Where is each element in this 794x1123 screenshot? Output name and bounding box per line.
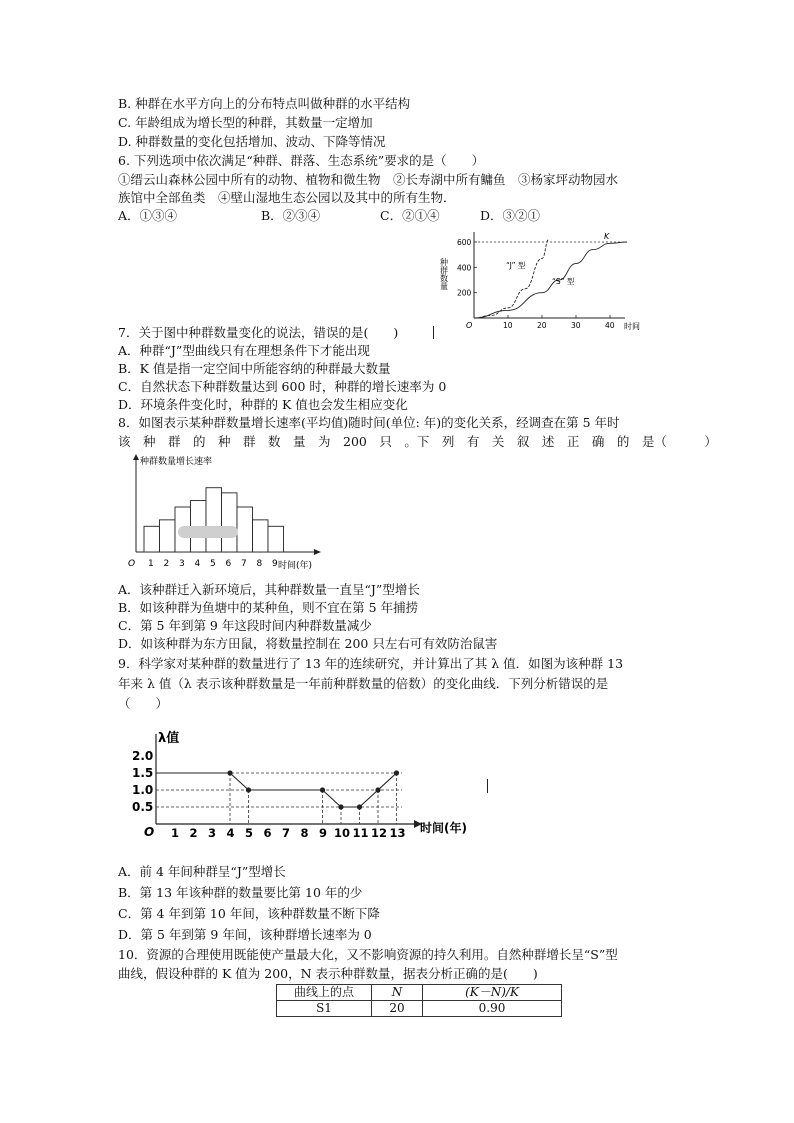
chart3-ylabel: λ值: [158, 731, 180, 746]
chart2-xtick-label: 6: [225, 559, 232, 569]
q8-stem-2: 该 种 群 的 种 群 数 量 为 200 只 。下 列 有 关 叙 述 正 确 的 是（ ）: [118, 434, 717, 449]
chart3-xtick-label: 12: [371, 826, 388, 840]
text-line-b: B. 种群在水平方向上的分布特点叫做种群的水平结构: [118, 96, 411, 111]
q10-stem-1: 10．资源的合理使用既能使产量最大化，又不影响资源的持久利用。自然种群增长呈“S”型: [118, 947, 618, 962]
chart1-ylabel: 种群数量: [440, 258, 449, 290]
table-header-cell: (K－N)/K: [423, 985, 562, 1001]
chart3-xtick-label: 1: [171, 826, 180, 840]
q7-option-d: D．环境条件变化时，种群的 K 值也会发生相应变化: [118, 397, 408, 412]
q6-option-d: D．③②①: [480, 208, 541, 223]
chart2-xtick-label: 4: [194, 559, 201, 569]
chart2-xtick-label: 7: [241, 559, 247, 569]
chart2-origin: O: [128, 559, 136, 569]
lambda-line-chart: [128, 728, 478, 840]
chart3-point: [375, 787, 380, 792]
table-header-row: [277, 985, 562, 1001]
j-curve-label: “J” 型: [506, 261, 526, 270]
chart3-ytick-label: 1.0: [132, 783, 154, 797]
chart2-bar: [160, 520, 176, 552]
chart3-xtick-label: 11: [352, 826, 369, 840]
table-cell: 0.90: [423, 1001, 562, 1017]
chart2-xtick-label: 2: [163, 559, 170, 569]
chart2-ylabel: 种群数量增长速率: [140, 457, 213, 467]
chart3-xlabel: 时间(年): [420, 821, 467, 835]
k-label: K: [604, 232, 610, 241]
chart3-xtick-label: 4: [226, 826, 235, 840]
chart2-xtick-label: 9: [272, 559, 278, 569]
blurred-smudge: [178, 526, 238, 538]
chart3-xtick-label: 7: [282, 826, 291, 840]
chart2-bar: [144, 526, 160, 552]
chart2-xtick-label: 8: [256, 559, 263, 569]
chart3-xtick-label: 13: [389, 826, 406, 840]
chart1-xtick-label: 30: [571, 321, 581, 330]
s-curve: [474, 242, 627, 318]
chart3-xtick-label: 8: [300, 826, 309, 840]
chart2-bar: [237, 507, 253, 552]
q9-option-c: C．第 4 年到第 10 年间，该种群数量不断下降: [118, 906, 380, 921]
chart1-ytick-label: 400: [457, 263, 472, 273]
q8-option-a: A．该种群迁入新环境后，其种群数量一直呈“J”型增长: [118, 582, 420, 597]
chart1-xtick-label: 40: [605, 321, 615, 330]
chart2-xtick-label: 1: [148, 559, 154, 569]
table-header-cell: N: [372, 985, 423, 1001]
q10-stem-2: 曲线，假设种群的 K 值为 200，N 表示种群数量，据表分析正确的是( ): [118, 966, 538, 981]
growth-rate-bar-chart: [118, 452, 338, 574]
q9-stem-1: 9．科学家对某种群的数量进行了 13 年的连续研究，并计算出了其 λ 值．如图为该种群 13: [118, 656, 624, 671]
table-cell: 20: [372, 1001, 423, 1017]
chart3-xtick-label: 3: [208, 826, 217, 840]
chart3-point: [338, 804, 343, 809]
population-curve-chart: [440, 228, 650, 336]
chart3-point: [227, 770, 232, 775]
q6-items-1: ①缙云山森林公园中所有的动物、植物和微生物 ②长寿湖中所有鳙鱼 ③杨家坪动物园水: [118, 172, 619, 187]
chart3-xtick-label: 9: [319, 826, 328, 840]
chart1-xlabel: 时间: [624, 322, 640, 331]
chart2-bar: [253, 520, 269, 552]
chart3-ytick-label: 1.5: [132, 766, 154, 780]
j-curve: [474, 239, 549, 318]
chart3-point: [357, 804, 362, 809]
text-line-c: C. 年龄组成为增长型的种群，其数量一定增加: [118, 115, 373, 130]
q8-option-b: B．如该种群为鱼塘中的某种鱼，则不宜在第 5 年捕捞: [118, 600, 419, 615]
chart1-xtick-label: 10: [503, 321, 513, 330]
q7-option-b: B．K 值是指一定空间中所能容纳的种群最大数量: [118, 361, 391, 376]
table-header-cell: 曲线上的点: [277, 985, 372, 1001]
chart2-bar: [222, 493, 238, 552]
table-row: [277, 1001, 562, 1017]
s-curve-label: “S” 型: [552, 277, 575, 286]
chart3-origin: O: [144, 825, 155, 839]
q7-stem: 7．关于图中种群数量变化的说法，错误的是( ): [118, 325, 399, 340]
chart2-xlabel: 时间(年): [278, 561, 313, 571]
chart3-xtick-label: 10: [334, 826, 351, 840]
q10-table: [276, 984, 562, 1017]
q6-stem: 6. 下列选项中依次满足“种群、群落、生态系统”要求的是（ ）: [118, 153, 485, 168]
chart3-xtick-label: 5: [245, 826, 254, 840]
chart2-bar: [206, 488, 222, 552]
chart2-xtick-label: 3: [179, 559, 185, 569]
q9-option-b: B．第 13 年该种群的数量要比第 10 年的少: [118, 885, 363, 900]
chart1-ytick-label: 600: [457, 238, 472, 247]
text-cursor-2: [487, 779, 488, 793]
q7-option-a: A．种群“J”型曲线只有在理想条件下才能出现: [118, 343, 370, 358]
chart3-point: [320, 787, 325, 792]
chart3-ytick-label: 2.0: [132, 749, 154, 763]
q6-option-c: C．②①④: [380, 208, 440, 223]
q6-items-2: 族馆中全部鱼类 ④壁山湿地生态公园以及其中的所有生物．: [118, 190, 456, 205]
text-cursor: [433, 326, 434, 339]
q8-option-d: D．如该种群为东方田鼠，将数量控制在 200 只左右可有效防治鼠害: [118, 636, 498, 651]
q9-option-d: D．第 5 年到第 9 年间，该种群增长速率为 0: [118, 927, 372, 942]
chart3-xtick-label: 6: [263, 826, 272, 840]
q6-option-b: B．②③④: [261, 208, 321, 223]
chart2-xtick-label: 5: [210, 559, 216, 569]
q7-option-c: C．自然状态下种群数量达到 600 时，种群的增长速率为 0: [118, 379, 447, 394]
chart2-bar: [268, 526, 284, 552]
chart1-origin: O: [466, 321, 473, 330]
chart3-xtick-label: 2: [189, 826, 198, 840]
table-cell: S1: [277, 1001, 372, 1017]
text-line-d: D. 种群数量的变化包括增加、波动、下降等情况: [118, 134, 386, 149]
chart3-point: [394, 770, 399, 775]
q9-option-a: A．前 4 年间种群呈“J”型增长: [118, 864, 286, 879]
q8-stem-1: 8．如图表示某种群数量增长速率(平均值)随时间(单位: 年)的变化关系，经调查在第 5 年时: [118, 415, 620, 430]
chart1-ytick-label: 200: [457, 288, 472, 298]
q9-stem-3: （ ）: [118, 696, 169, 711]
q9-stem-2: 年来 λ 值（λ 表示该种群数量是一年前种群数量的倍数）的变化曲线．下列分析错误的是: [118, 676, 609, 691]
chart1-xtick-label: 20: [537, 321, 547, 330]
chart3-ytick-label: 0.5: [132, 800, 154, 814]
q8-option-c: C．第 5 年到第 9 年这段时间内种群数量减少: [118, 618, 372, 633]
q6-option-a: A．①③④: [118, 208, 178, 223]
chart3-point: [246, 787, 251, 792]
